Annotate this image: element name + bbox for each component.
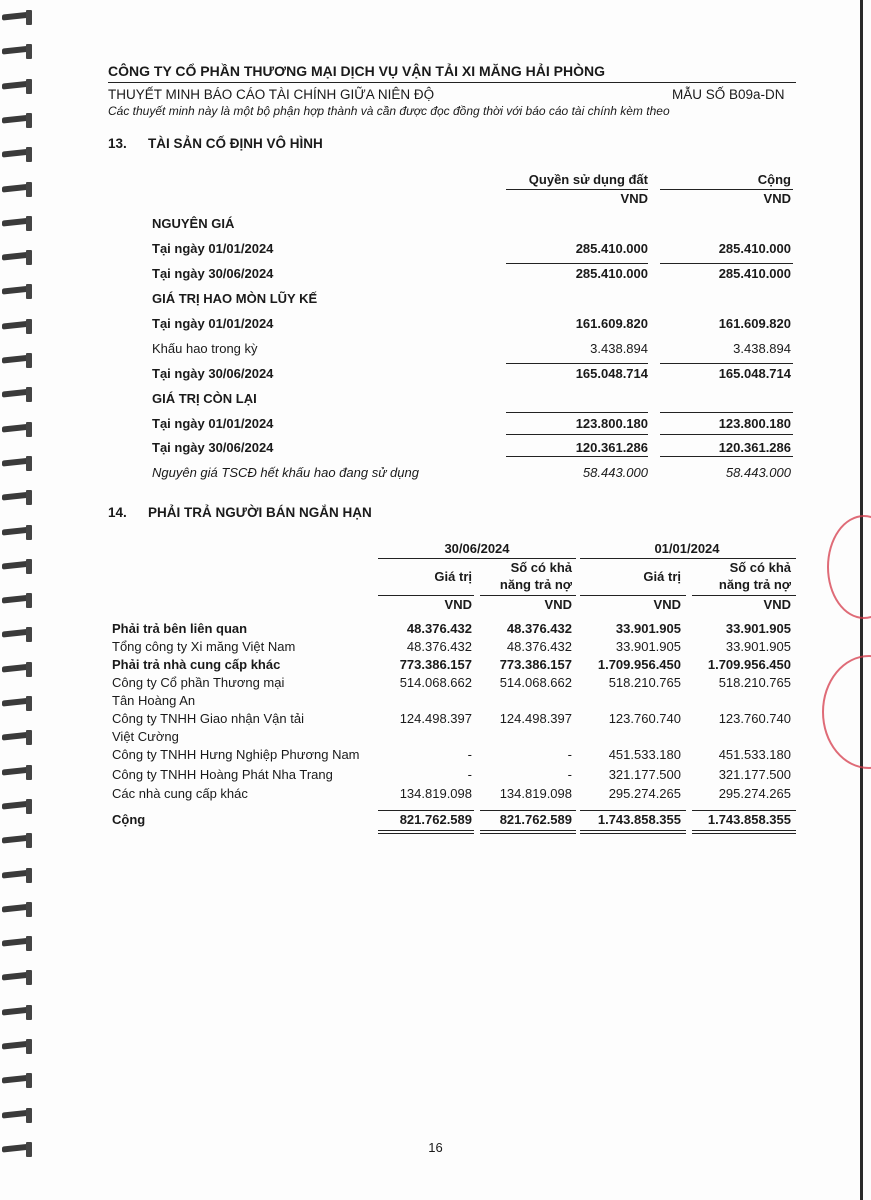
s14-row-value: 1.709.956.450 — [597, 657, 681, 672]
s13-row-total-value: 123.800.180 — [718, 416, 791, 431]
s14-row-value: 33.901.905 — [725, 639, 791, 654]
s14-row-value: 773.386.157 — [499, 657, 572, 672]
spiral-ring — [2, 490, 36, 506]
s13-row-total-value: 285.410.000 — [718, 241, 791, 256]
s14-row-value: 518.210.765 — [608, 675, 681, 690]
s14-row-value: 124.498.397 — [399, 711, 472, 726]
s14-row-value: - — [467, 747, 472, 762]
rule — [506, 434, 648, 435]
s13-row-land-value: 285.410.000 — [575, 241, 648, 256]
s14-row-value: 48.376.432 — [506, 621, 572, 636]
s14-row-label: Phải trả nhà cung cấp khác — [112, 657, 281, 672]
s14-row-value: 33.901.905 — [725, 621, 791, 636]
spiral-ring — [2, 902, 36, 918]
s14-row-value: 123.760.740 — [608, 711, 681, 726]
s14-row-value: 1.743.858.355 — [707, 812, 791, 827]
s14-row-value: 124.498.397 — [499, 711, 572, 726]
rule — [480, 810, 576, 811]
form-code: MẪU SỐ B09a-DN — [672, 87, 785, 102]
s14-unit-3: VND — [653, 597, 681, 612]
s13-row-land-value: 165.048.714 — [575, 366, 648, 381]
s14-row-value: 295.274.265 — [608, 786, 681, 801]
spiral-ring — [2, 696, 36, 712]
spiral-ring — [2, 833, 36, 849]
rule — [480, 833, 576, 834]
s14-row-value: - — [467, 767, 472, 782]
binding-spiral — [0, 10, 40, 1190]
s14-row-value: 514.068.662 — [399, 675, 472, 690]
rule — [660, 434, 793, 435]
rule — [378, 595, 474, 596]
spiral-ring — [2, 662, 36, 678]
spiral-ring — [2, 765, 36, 781]
spiral-ring — [2, 593, 36, 609]
s14-row-label: Công ty TNHH Giao nhận Vận tải — [112, 711, 304, 726]
s14-row-value: 1.709.956.450 — [707, 657, 791, 672]
s14-row-value: 514.068.662 — [499, 675, 572, 690]
spiral-ring — [2, 79, 36, 95]
s13-row-label: Khấu hao trong kỳ — [152, 341, 258, 356]
s13-row-total-value: 285.410.000 — [718, 266, 791, 281]
s13-col2-header: Cộng — [757, 172, 791, 187]
spiral-ring — [2, 10, 36, 26]
spiral-ring — [2, 44, 36, 60]
s13-row-label: GIÁ TRỊ HAO MÒN LŨY KẾ — [152, 291, 318, 306]
s14-row-value: 321.177.500 — [608, 767, 681, 782]
s14-h-pay-a-2: Số có khả — [729, 560, 791, 575]
spiral-ring — [2, 353, 36, 369]
s14-row-value: 123.760.740 — [718, 711, 791, 726]
s13-row-label: Tại ngày 01/01/2024 — [152, 316, 274, 331]
rule — [378, 830, 474, 831]
red-seal-stamp — [827, 515, 871, 619]
page-number: 16 — [428, 1140, 443, 1155]
s13-row-total-value: 165.048.714 — [718, 366, 791, 381]
spiral-ring — [2, 868, 36, 884]
s14-row-value: 773.386.157 — [399, 657, 472, 672]
spiral-ring — [2, 319, 36, 335]
spiral-ring — [2, 627, 36, 643]
rule — [692, 595, 796, 596]
spiral-ring — [2, 147, 36, 163]
rule — [378, 558, 576, 559]
section-14-title: PHẢI TRẢ NGƯỜI BÁN NGẮN HẠN — [148, 505, 372, 520]
s13-row-land-value: 3.438.894 — [590, 341, 648, 356]
spiral-ring — [2, 250, 36, 266]
rule — [378, 833, 474, 834]
header-note: Các thuyết minh này là một bộ phận hợp thành và cần được đọc đồng thời với báo cáo tài chính kèm theo — [108, 104, 670, 118]
s14-row-label: Các nhà cung cấp khác — [112, 786, 248, 801]
s14-row-label-line2: Tân Hoàng An — [112, 693, 196, 708]
s14-unit-1: VND — [444, 597, 472, 612]
s14-row-label: Phải trả bên liên quan — [112, 621, 248, 636]
s14-row-value: 33.901.905 — [615, 639, 681, 654]
s13-row-land-value: 58.443.000 — [582, 465, 648, 480]
rule — [480, 595, 576, 596]
s14-row-value: - — [567, 747, 572, 762]
spiral-ring — [2, 970, 36, 986]
header-rule — [108, 82, 796, 83]
rule — [660, 263, 793, 264]
s14-date2: 01/01/2024 — [654, 541, 720, 556]
section-13-number: 13. — [108, 136, 127, 151]
s14-h-value-1: Giá trị — [434, 569, 472, 584]
s14-row-value: 134.819.098 — [399, 786, 472, 801]
s14-row-label: Công ty TNHH Hưng Nghiệp Phương Nam — [112, 747, 360, 762]
s14-row-value: 518.210.765 — [718, 675, 791, 690]
s14-row-value: 48.376.432 — [506, 639, 572, 654]
s14-row-value: 451.533.180 — [718, 747, 791, 762]
section-14-number: 14. — [108, 505, 127, 520]
s13-row-total-value: 161.609.820 — [718, 316, 791, 331]
s13-row-label: Tại ngày 30/06/2024 — [152, 266, 274, 281]
s13-row-land-value: 285.410.000 — [575, 266, 648, 281]
spiral-ring — [2, 730, 36, 746]
rule — [660, 363, 793, 364]
rule — [692, 833, 796, 834]
s13-row-land-value: 161.609.820 — [575, 316, 648, 331]
s13-row-total-value: 120.361.286 — [718, 440, 791, 455]
spiral-ring — [2, 559, 36, 575]
spiral-ring — [2, 284, 36, 300]
rule — [660, 456, 793, 457]
s13-row-land-value: 123.800.180 — [575, 416, 648, 431]
rule — [580, 810, 686, 811]
rule — [480, 830, 576, 831]
rule — [660, 189, 793, 190]
s13-unit-1: VND — [620, 191, 648, 206]
s13-row-total-value: 58.443.000 — [725, 465, 791, 480]
rule — [506, 456, 648, 457]
s14-unit-2: VND — [544, 597, 572, 612]
s14-h-pay-b-1: năng trả nợ — [499, 577, 572, 592]
s14-row-label: Cộng — [112, 812, 146, 827]
s13-row-label: NGUYÊN GIÁ — [152, 216, 235, 231]
s13-row-label: Tại ngày 01/01/2024 — [152, 241, 274, 256]
s13-row-land-value: 120.361.286 — [575, 440, 648, 455]
s13-row-label: Tại ngày 01/01/2024 — [152, 416, 274, 431]
rule — [506, 263, 648, 264]
spiral-ring — [2, 1073, 36, 1089]
rule — [660, 412, 793, 413]
s14-row-value: 134.819.098 — [499, 786, 572, 801]
spiral-ring — [2, 182, 36, 198]
spiral-ring — [2, 799, 36, 815]
s14-unit-4: VND — [763, 597, 791, 612]
s14-row-value: 821.762.589 — [399, 812, 472, 827]
s13-col1-header: Quyền sử dụng đất — [528, 172, 648, 187]
s14-h-value-2: Giá trị — [643, 569, 681, 584]
s14-row-value: 48.376.432 — [406, 621, 472, 636]
spiral-ring — [2, 422, 36, 438]
s13-row-label: GIÁ TRỊ CÒN LẠI — [152, 391, 257, 406]
rule — [580, 558, 796, 559]
red-seal-stamp-2 — [822, 655, 871, 769]
s13-row-label: Nguyên giá TSCĐ hết khấu hao đang sử dụng — [152, 465, 419, 480]
rule — [506, 412, 648, 413]
s14-row-label: Công ty TNHH Hoàng Phát Nha Trang — [112, 767, 333, 782]
s14-h-pay-b-2: năng trả nợ — [718, 577, 791, 592]
spiral-ring — [2, 1039, 36, 1055]
spiral-ring — [2, 387, 36, 403]
s14-date1: 30/06/2024 — [444, 541, 510, 556]
spiral-ring — [2, 216, 36, 232]
section-13-title: TÀI SẢN CỐ ĐỊNH VÔ HÌNH — [148, 136, 323, 151]
s14-row-value: 821.762.589 — [499, 812, 572, 827]
rule — [506, 189, 648, 190]
s14-row-value: 451.533.180 — [608, 747, 681, 762]
s14-row-value: 1.743.858.355 — [597, 812, 681, 827]
spiral-ring — [2, 1108, 36, 1124]
spiral-ring — [2, 113, 36, 129]
rule — [580, 833, 686, 834]
report-title: THUYẾT MINH BÁO CÁO TÀI CHÍNH GIỮA NIÊN ĐỘ — [108, 87, 435, 102]
s13-unit-2: VND — [763, 191, 791, 206]
spiral-ring — [2, 456, 36, 472]
company-name: CÔNG TY CỔ PHẦN THƯƠNG MẠI DỊCH VỤ VẬN TẢI XI MĂNG HẢI PHÒNG — [108, 63, 605, 79]
s13-row-label: Tại ngày 30/06/2024 — [152, 440, 274, 455]
s13-row-label: Tại ngày 30/06/2024 — [152, 366, 274, 381]
rule — [580, 830, 686, 831]
rule — [692, 830, 796, 831]
rule — [692, 810, 796, 811]
s14-row-label-line2: Việt Cường — [112, 729, 179, 744]
s14-row-value: - — [567, 767, 572, 782]
rule — [378, 810, 474, 811]
s14-h-pay-a-1: Số có khả — [510, 560, 572, 575]
s13-row-total-value: 3.438.894 — [733, 341, 791, 356]
spiral-ring — [2, 936, 36, 952]
spiral-ring — [2, 525, 36, 541]
s14-row-label: Công ty Cổ phần Thương mại — [112, 675, 285, 690]
s14-row-value: 48.376.432 — [406, 639, 472, 654]
s14-row-value: 321.177.500 — [718, 767, 791, 782]
s14-row-value: 295.274.265 — [718, 786, 791, 801]
spiral-ring — [2, 1005, 36, 1021]
s14-row-label: Tổng công ty Xi măng Việt Nam — [112, 639, 296, 654]
s14-row-value: 33.901.905 — [615, 621, 681, 636]
rule — [580, 595, 686, 596]
rule — [506, 363, 648, 364]
